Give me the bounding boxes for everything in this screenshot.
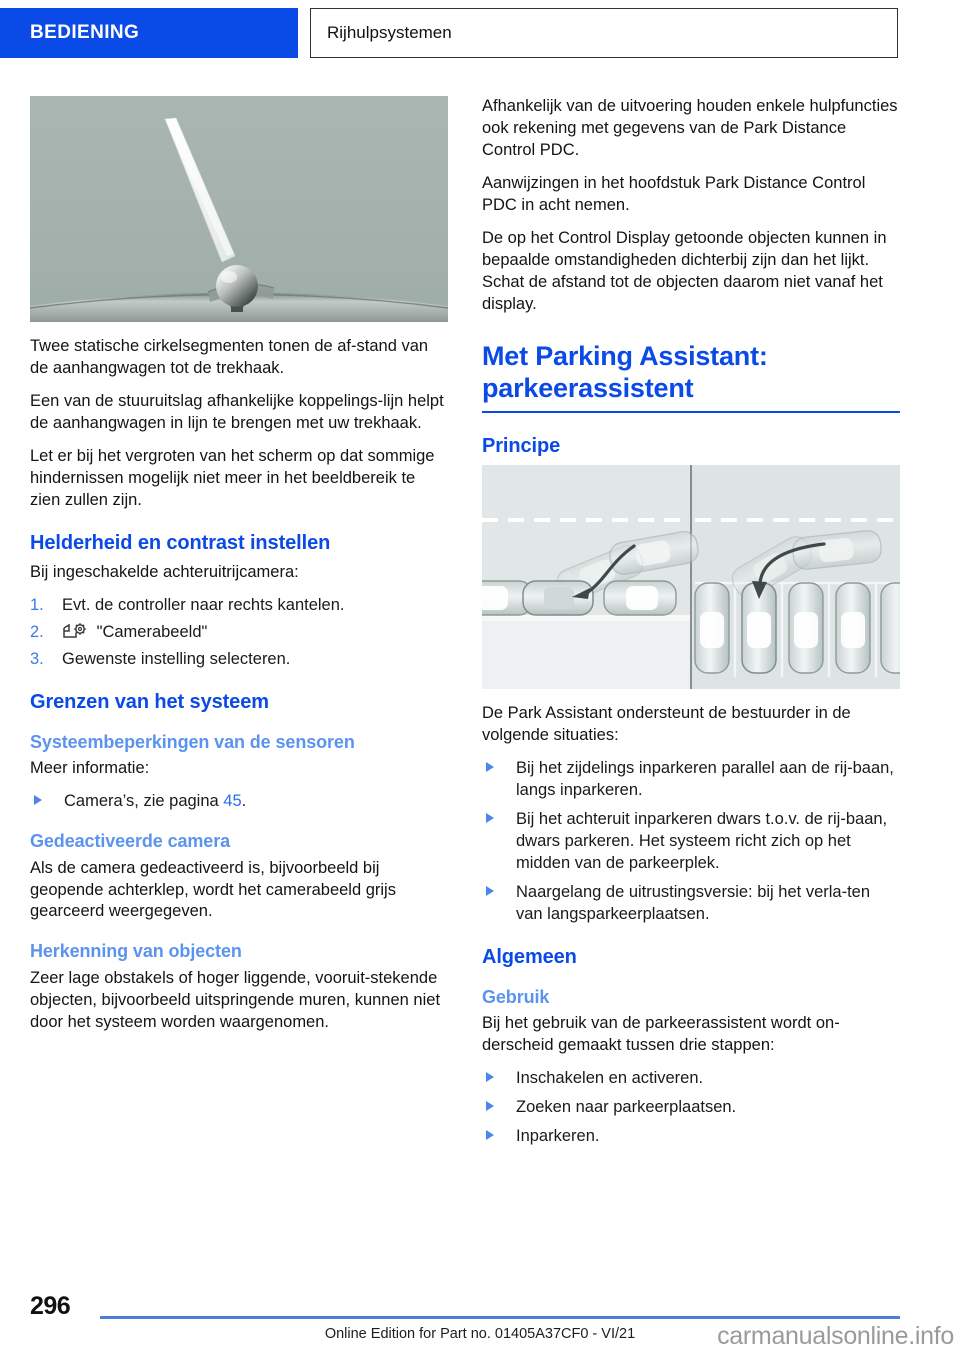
- subheading-object-recognition: Herkenning van objecten: [30, 941, 242, 962]
- subheading-sensor-limitations: Systeembeperkingen van de sensoren: [30, 731, 355, 752]
- bullet-text: Inparkeren.: [516, 1126, 600, 1145]
- page-reference[interactable]: 45: [223, 792, 242, 811]
- bullet-text: Zoeken naar parkeerplaatsen.: [516, 1098, 737, 1116]
- subheading-deactivated-camera: Gedeactiveerde camera: [30, 830, 231, 851]
- bullet-text: Inschakelen en activeren.: [516, 1069, 704, 1088]
- bullet-text-after: .: [241, 792, 247, 811]
- gebruik-intro: Bij het gebruik van de parkeerassistent wordt on-derscheid gemaakt tussen drie stappen:: [482, 1014, 840, 1055]
- paragraph: Zeer lage obstakels of hoger liggende, vooruit-stekende objecten, bijvoorbeeld uitspringende muren, kunnen niet door het systeem worden waargenomen.: [30, 968, 441, 1031]
- heading-principe: Principe: [482, 435, 561, 458]
- list-item: [30, 595, 448, 617]
- chapter-title-rule: [482, 411, 900, 413]
- list-item: [482, 1068, 900, 1090]
- page-header: [0, 8, 960, 58]
- paragraph: De op het Control Display getoonde objecten kunnen in bepaalde omstandigheden dichterbij zijn dan het lijkt. Schat de afstand tot de objecten daarom niet vanaf het display.: [482, 228, 887, 313]
- step-text: Gewenste instelling selecteren.: [62, 649, 291, 668]
- paragraph: Als de camera gedeactiveerd is, bijvoorbeeld bij geopende achterklep, wordt het camerabeeld grijs gearceerd weergegeven.: [30, 858, 396, 921]
- paragraph: Twee statische cirkelsegmenten tonen de af-stand van de aanhangwagen tot de trekhaak.: [30, 337, 429, 377]
- heading-algemeen: Algemeen: [482, 945, 577, 968]
- paragraph: Aanwijzingen in het hoofdstuk Park Distance Control PDC in acht nemen.: [482, 173, 866, 214]
- bullet-text: Naargelang de uitrustingsversie: bij het verla-ten van langsparkeerplaatsen.: [516, 882, 871, 923]
- page-footer: [0, 1282, 960, 1362]
- page-number: 296: [30, 1292, 71, 1320]
- left-column: [30, 96, 448, 1045]
- step-text: "Camerabeeld": [96, 622, 208, 641]
- list-item: [30, 791, 448, 813]
- sensor-info-list: [30, 791, 448, 813]
- bullet-text-before: Camera’s, zie pagina: [64, 792, 224, 811]
- list-item: [30, 622, 448, 644]
- principe-situations-list: [482, 758, 900, 926]
- chapter-tab: BEDIENING: [0, 8, 298, 58]
- step-text: Evt. de controller naar rechts kantelen.: [62, 595, 345, 614]
- paragraph: Afhankelijk van de uitvoering houden enkele hulpfuncties ook rekening met gegevens van de Park Distance Control PDC.: [482, 97, 898, 159]
- list-item: [482, 758, 900, 802]
- right-column: [482, 96, 900, 1158]
- section-title: Rijhulpsystemen: [310, 8, 898, 58]
- edition-note: Online Edition for Part no. 01405A37CF0 - VI/21: [324, 1326, 636, 1342]
- subheading-gebruik: Gebruik: [482, 986, 550, 1007]
- bullet-text: Bij het achteruit inparkeren dwars t.o.v. de rij-baan, dwars parkeren. Het systeem richt zich op het midden van de parkeerplek.: [516, 809, 888, 872]
- triangle-bullet-icon: [486, 1130, 494, 1140]
- watermark: carmanualsonline.info: [717, 1322, 954, 1350]
- step-number: 3.: [30, 649, 44, 668]
- triangle-bullet-icon: [486, 813, 494, 823]
- brightness-steps-list: [30, 595, 448, 671]
- trailer-hitch-illustration: [30, 96, 448, 322]
- trailer-hitch-camera-view-figure: [30, 96, 448, 322]
- camera-settings-icon: [62, 622, 92, 641]
- gebruik-steps-list: [482, 1068, 900, 1148]
- triangle-bullet-icon: [486, 1101, 494, 1111]
- chapter-title: Met Parking Assistant: parkeerassistent: [482, 341, 768, 404]
- step-number: 1.: [30, 595, 44, 614]
- brightness-intro: Bij ingeschakelde achteruitrijcamera:: [30, 562, 299, 581]
- triangle-bullet-icon: [486, 1072, 494, 1082]
- parking-diagram-illustration: [482, 465, 900, 689]
- step-number: 2.: [30, 622, 44, 641]
- triangle-bullet-icon: [486, 886, 494, 896]
- heading-brightness-contrast: Helderheid en contrast instellen: [30, 531, 331, 554]
- heading-system-limits: Grenzen van het systeem: [30, 690, 269, 713]
- list-item: [30, 649, 448, 671]
- paragraph: Let er bij het vergroten van het scherm op dat sommige hindernissen mogelijk niet meer in het beeldbereik te zien zullen zijn.: [30, 446, 435, 509]
- parking-assistant-diagram-figure: [482, 465, 900, 689]
- triangle-bullet-icon: [34, 795, 42, 805]
- footer-divider: [100, 1316, 900, 1319]
- list-item: [482, 809, 900, 875]
- more-info-label: Meer informatie:: [30, 759, 150, 778]
- triangle-bullet-icon: [486, 762, 494, 772]
- principe-intro: De Park Assistant ondersteunt de bestuurder in de volgende situaties:: [482, 704, 851, 745]
- bullet-text: Bij het zijdelings inparkeren parallel aan de rij-baan, langs inparkeren.: [516, 759, 894, 799]
- list-item: [482, 882, 900, 926]
- list-item: [482, 1097, 900, 1119]
- paragraph: Een van de stuuruitslag afhankelijke koppelings-lijn helpt de aanhangwagen in lijn te brengen met uw trekhaak.: [30, 391, 444, 432]
- list-item: [482, 1126, 900, 1148]
